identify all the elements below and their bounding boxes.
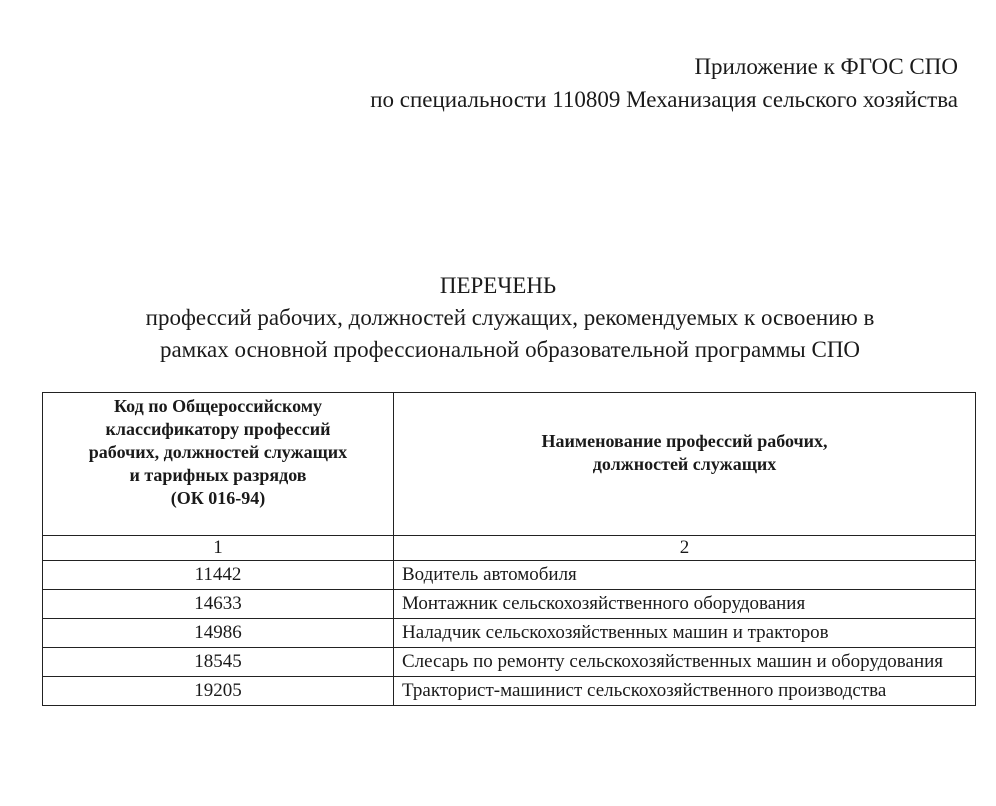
profession-code: 19205: [43, 677, 394, 706]
column-number: 2: [394, 536, 976, 561]
table-row: [43, 590, 976, 619]
header-code-line: классификатору профессий: [105, 419, 331, 439]
table-row: [43, 561, 976, 590]
header-code-line: Код по Общероссийскому: [113, 396, 323, 416]
header-code-line: рабочих, должностей служащих: [88, 442, 348, 462]
header-name-line: Наименование профессий рабочих,: [541, 431, 828, 451]
profession-code: 14986: [43, 619, 394, 648]
profession-code: 14633: [43, 590, 394, 619]
profession-name: Тракторист-машинист сельскохозяйственного производства: [394, 677, 976, 706]
heading-title: ПЕРЕЧЕНЬ: [439, 273, 557, 298]
profession-name: Монтажник сельскохозяйственного оборудования: [394, 590, 976, 619]
profession-name: Наладчик сельскохозяйственных машин и тракторов: [394, 619, 976, 648]
appendix-line-1: Приложение к ФГОС СПО: [694, 54, 958, 79]
header-name-line: должностей служащих: [592, 454, 777, 474]
column-number: 1: [43, 536, 394, 561]
profession-name: Слесарь по ремонту сельскохозяйственных машин и оборудования: [394, 648, 976, 677]
table-row: [43, 619, 976, 648]
heading-subtitle-line-2: рамках основной профессиональной образовательной программы СПО: [159, 337, 861, 362]
table-header-row: [43, 393, 976, 536]
header-name-column: [394, 393, 976, 536]
appendix-note: [370, 50, 958, 116]
profession-code: 11442: [43, 561, 394, 590]
header-code-line: и тарифных разрядов: [129, 465, 307, 485]
table-row: [43, 648, 976, 677]
column-number-row: [43, 536, 976, 561]
heading-subtitle-line-1: профессий рабочих, должностей служащих, рекомендуемых к освоению в: [145, 305, 875, 330]
header-code-column: [43, 393, 394, 536]
table-row: [43, 677, 976, 706]
professions-table: [42, 392, 976, 706]
profession-name: Водитель автомобиля: [394, 561, 976, 590]
document-heading: [0, 270, 996, 366]
profession-code: 18545: [43, 648, 394, 677]
header-code-line: (ОК 016-94): [170, 488, 266, 508]
header-name-text: [541, 430, 827, 498]
appendix-line-2: по специальности 110809 Механизация сельского хозяйства: [370, 87, 958, 112]
